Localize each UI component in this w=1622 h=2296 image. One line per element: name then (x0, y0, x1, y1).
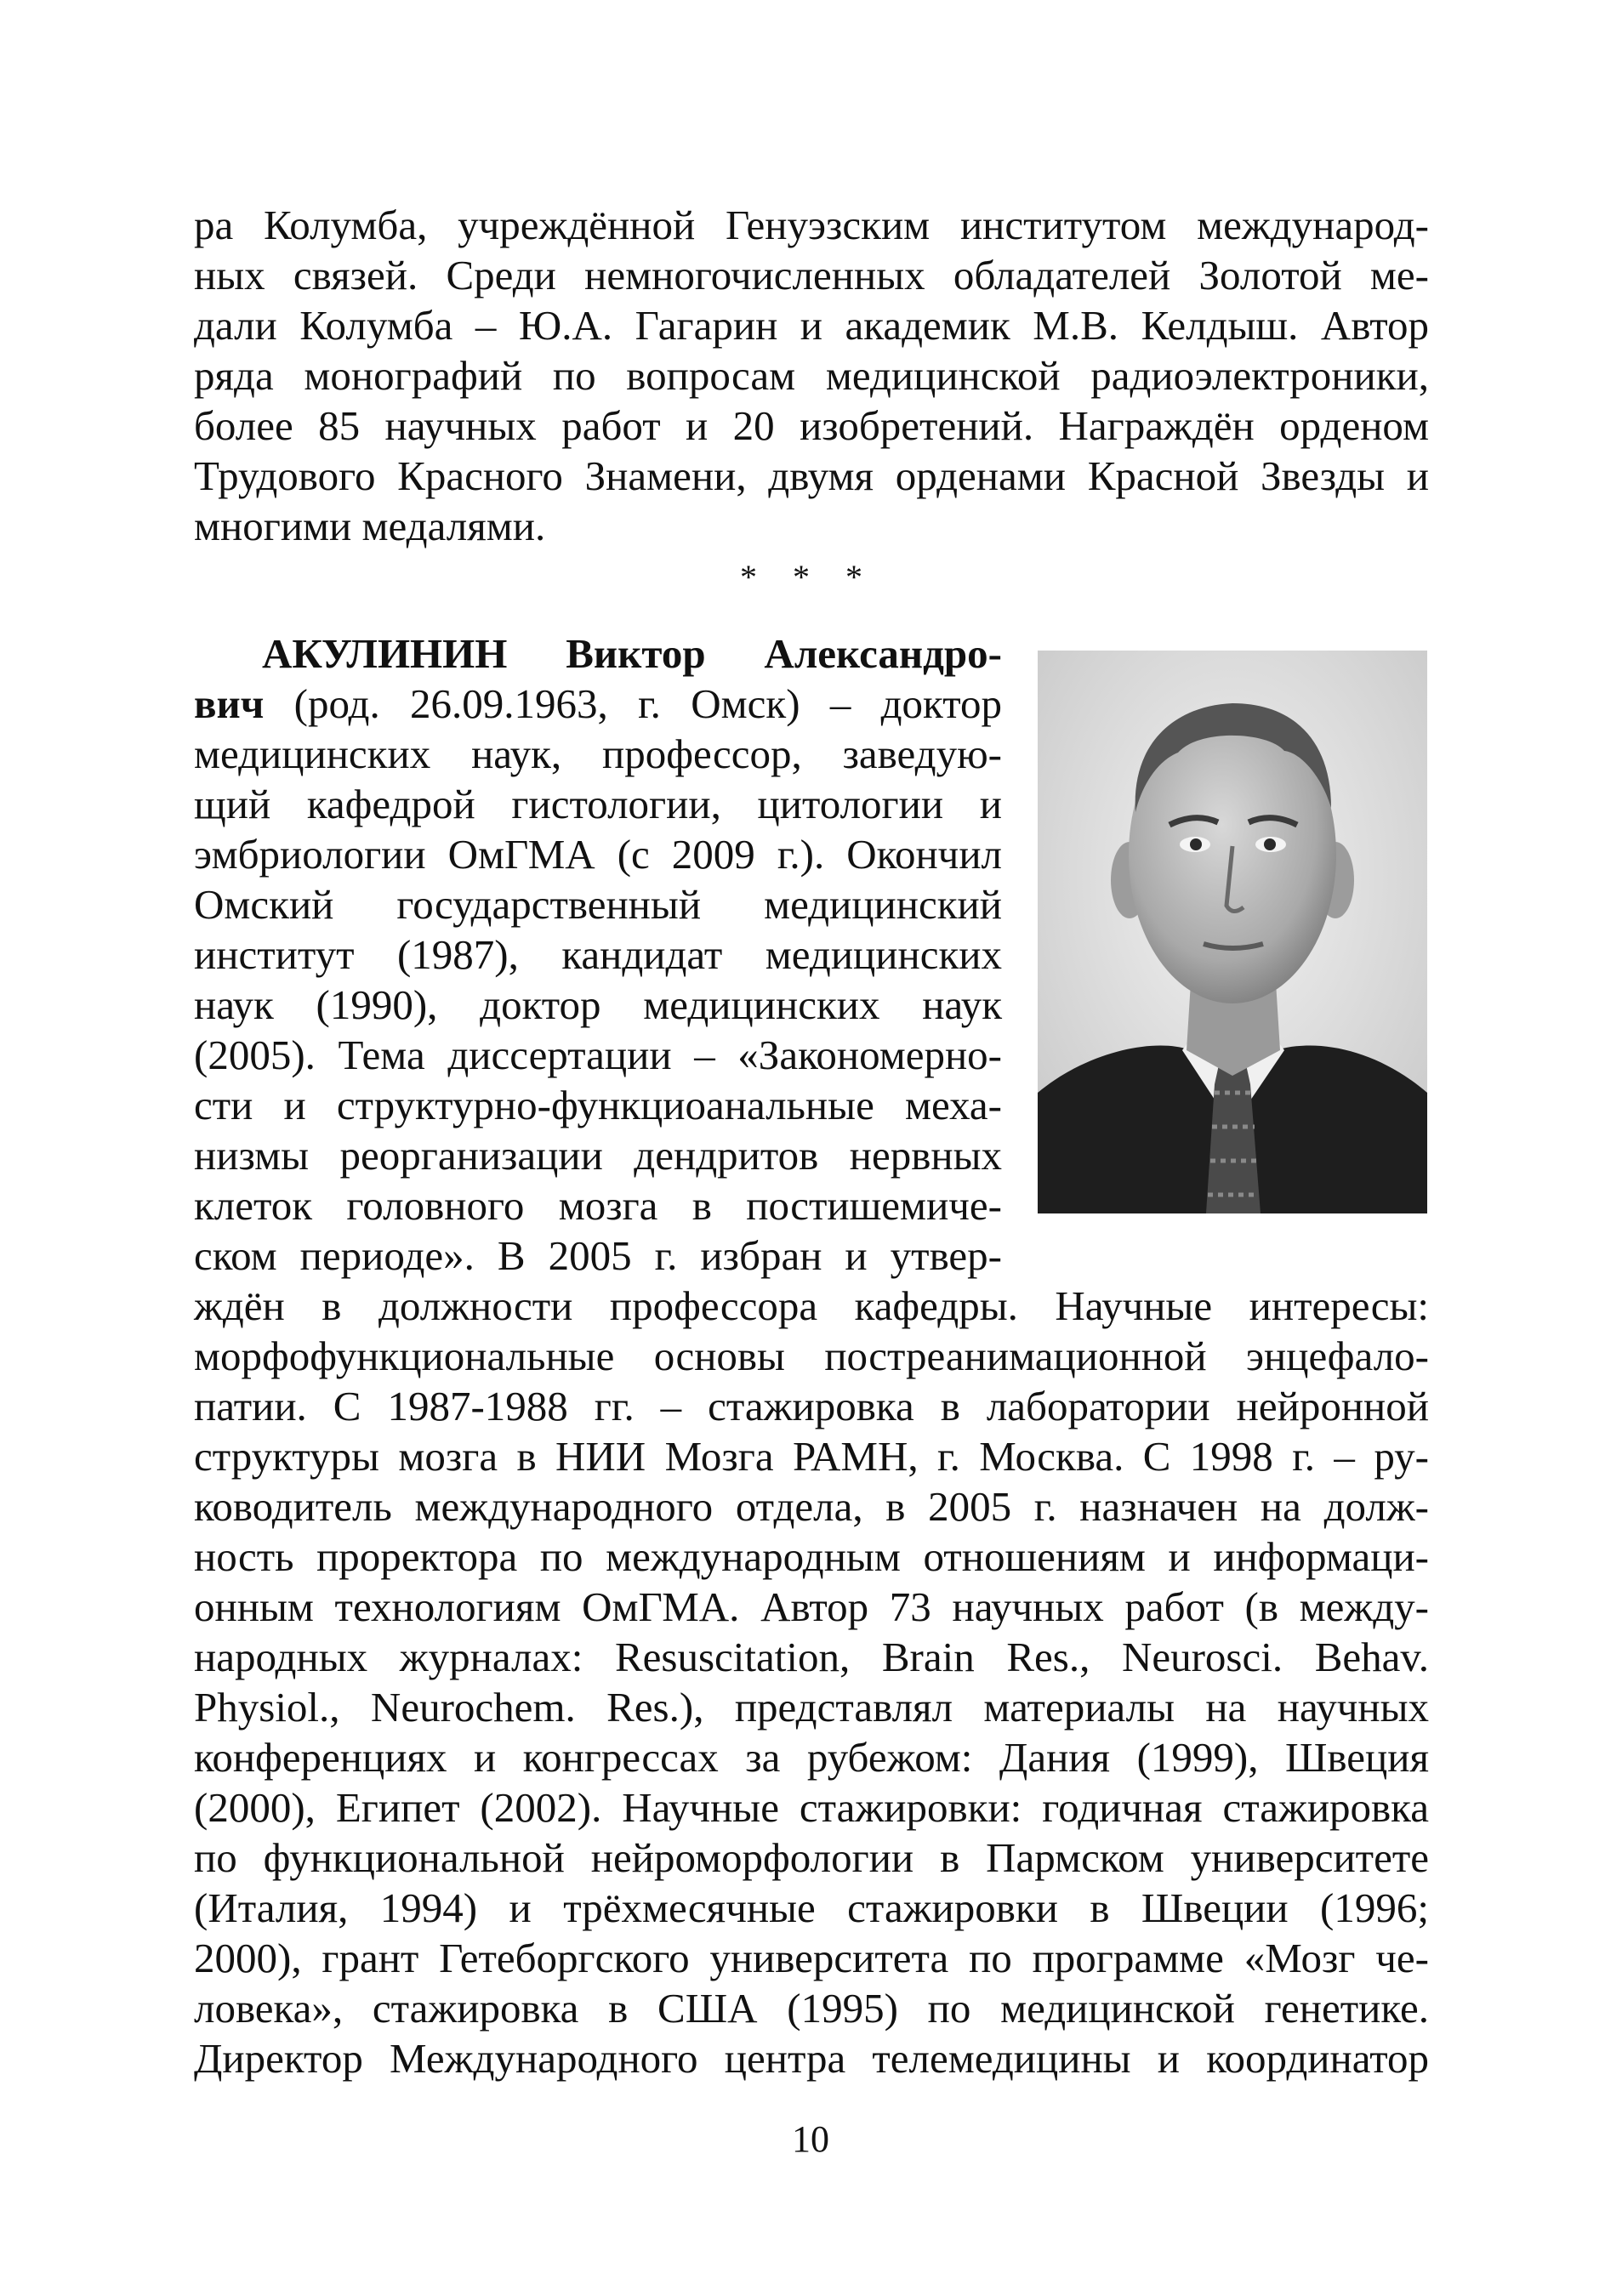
text-line: ловека», стажировка в США (1995) по медицинской генетике. (194, 1985, 1429, 2032)
text-line: низмы реорганизации дендритов нервных (194, 1132, 1002, 1179)
text-line: ра Колумба, учреждённой Генуэзским институтом международ- (194, 202, 1429, 248)
text-line: 2000), грант Гетеборгского университета по программе «Мозг че- (194, 1935, 1429, 1981)
section-separator: * * * (740, 558, 876, 596)
text-line: Директор Международного центра телемедицины и координатор (194, 2035, 1429, 2082)
text-line: ность проректора по международным отношениям и информаци- (194, 1533, 1429, 1580)
text-line: эмбриологии ОмГМА (с 2009 г.). Окончил (194, 831, 1002, 878)
text-line: наук (1990), доктор медицинских наук (194, 981, 1002, 1028)
portrait-photo (1038, 651, 1427, 1213)
text-line: морфофункциональные основы постреанимационной энцефало- (194, 1333, 1429, 1379)
text-line: ском периоде». В 2005 г. избран и утвер- (194, 1232, 1002, 1279)
text-line: клеток головного мозга в постишемиче- (194, 1182, 1002, 1229)
text-line: народных журналах: Resuscitation, Brain Res., Neurosci. Behav. (194, 1634, 1429, 1680)
portrait-image (1038, 651, 1427, 1213)
text-line: конференциях и конгрессах за рубежом: Дания (1999), Швеция (194, 1734, 1429, 1781)
entry-name (194, 629, 1002, 679)
text-line: сти и структурно-функциоанальные меха- (194, 1082, 1002, 1128)
text-line: структуры мозга в НИИ Мозга РАМН, г. Москва. С 1998 г. – ру- (194, 1433, 1429, 1480)
text-line: Трудового Красного Знамени, двумя орденами Красной Звезды и (194, 452, 1429, 499)
page-number: 10 (792, 2118, 829, 2160)
text-line: ряда монографий по вопросам медицинской радиоэлектроники, (194, 352, 1429, 399)
text-line: Physiol., Neurochem. Res.), представлял материалы на научных (194, 1684, 1429, 1731)
entry-name-bold: АКУЛИНИН Виктор Александро- (262, 630, 1002, 677)
text-line: онным технологиям ОмГМА. Автор 73 научных работ (в между- (194, 1583, 1429, 1630)
text-line (194, 679, 1002, 729)
text-line: патии. С 1987-1988 гг. – стажировка в лаборатории нейронной (194, 1383, 1429, 1429)
text-line: щий кафедрой гистологии, цитологии и (194, 781, 1002, 827)
entry-name-bold-end: вич (194, 680, 265, 727)
text-line: ждён в должности профессора кафедры. Научные интересы: (194, 1282, 1429, 1329)
text-line: медицинских наук, профессор, заведую- (194, 730, 1002, 777)
text-line: (2005). Тема диссертации – «Закономерно- (194, 1031, 1002, 1078)
text-line: по функциональной нейроморфологии в Пармском университете (194, 1834, 1429, 1881)
text-line: более 85 научных работ и 20 изобретений. Награждён орденом (194, 402, 1429, 449)
text-line: ководитель международного отдела, в 2005 г. назначен на долж- (194, 1483, 1429, 1530)
text-line: институт (1987), кандидат медицинских (194, 931, 1002, 978)
entry-birth: (род. 26.09.1963, г. Омск) – доктор (264, 680, 1002, 727)
text-line: ных связей. Среди немногочисленных обладателей Золотой ме- (194, 252, 1429, 298)
text-line: (Италия, 1994) и трёхмесячные стажировки в Швеции (1996; (194, 1884, 1429, 1931)
text-line: Омский государственный медицинский (194, 881, 1002, 928)
text-line: многими медалями. (194, 503, 546, 549)
text-line: (2000), Египет (2002). Научные стажировки: годичная стажировка (194, 1784, 1429, 1831)
text-line: дали Колумба – Ю.А. Гагарин и академик М.В. Келдыш. Автор (194, 302, 1429, 349)
